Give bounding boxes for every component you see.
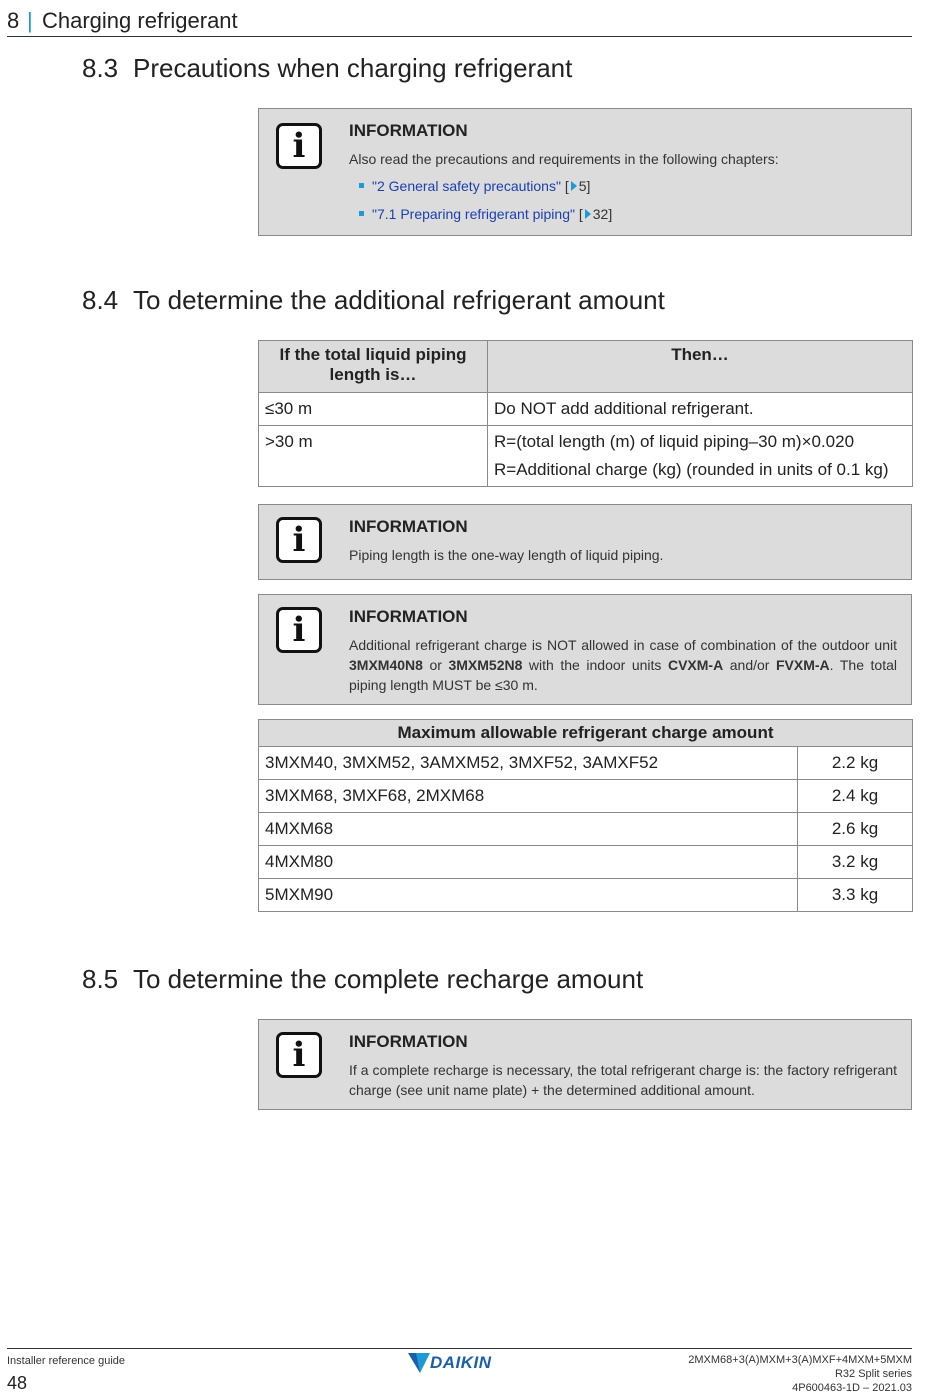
table-header-row (259, 341, 913, 393)
info-title: INFORMATION (349, 517, 468, 536)
info-box-piping-length (258, 504, 912, 580)
page-reference: 32 (592, 206, 609, 222)
page-reference: 5 (578, 178, 587, 194)
page-arrow-icon (571, 181, 577, 191)
info-text (349, 635, 897, 695)
section-heading-8-3 (82, 53, 572, 84)
table-cell-action (488, 426, 913, 487)
daikin-logo-icon (408, 1353, 430, 1373)
footer-series: R32 Split series (834, 1368, 912, 1380)
footer-doc-id: 4P600463-1D – 2021.03 (792, 1382, 912, 1394)
table-cell-models: 4MXM68 (259, 813, 798, 846)
table-cell-models: 5MXM90 (259, 879, 798, 912)
info-title: INFORMATION (349, 607, 468, 626)
section-heading-8-4 (82, 285, 665, 316)
section-title: To determine the additional refrigerant amount (133, 285, 665, 315)
action-line: Do NOT add additional refrigerant. (494, 399, 754, 418)
table-row (259, 426, 913, 487)
table-cell-charge: 3.3 kg (798, 879, 913, 912)
table-cell-charge: 2.4 kg (798, 780, 913, 813)
page-arrow-icon (585, 209, 591, 219)
section-number: 8.5 (82, 964, 119, 994)
section-title: To determine the complete recharge amount (133, 964, 644, 994)
info-text: Piping length is the one-way length of liquid piping. (349, 547, 664, 563)
table-header-row (259, 720, 913, 747)
text-run: . The total piping length MUST be ≤30 m. (349, 657, 897, 693)
chapter-number: 8 (7, 8, 20, 33)
text-run: Additional refrigerant charge is NOT allowed in case of combination of the outdoor unit (349, 637, 897, 653)
model-name: 3MXM52N8 (448, 657, 523, 673)
section-number: 8.4 (82, 285, 119, 315)
max-charge-table (258, 719, 913, 912)
table-cell-models: 3MXM40, 3MXM52, 3AMXM52, 3MXF52, 3AMXF52 (259, 747, 798, 780)
info-title: INFORMATION (349, 121, 468, 140)
additional-refrigerant-table (258, 340, 913, 487)
table-cell-action (488, 393, 913, 426)
daikin-logo (408, 1352, 518, 1374)
bullet-icon (359, 211, 364, 216)
table-header: Maximum allowable refrigerant charge amount (259, 720, 913, 747)
model-name: CVXM-A (667, 657, 724, 673)
info-title: INFORMATION (349, 1032, 468, 1051)
info-box-complete-recharge (258, 1019, 912, 1110)
table-cell-condition: >30 m (259, 426, 488, 487)
section-number: 8.3 (82, 53, 119, 83)
table-cell-models: 3MXM68, 3MXF68, 2MXM68 (259, 780, 798, 813)
text-run: with the indoor units (522, 657, 668, 673)
info-text: If a complete recharge is necessary, the total refrigerant charge is: the factory refrigerant charge (see unit name plate) + the determined additional amount. (349, 1062, 897, 1098)
table-row (259, 780, 913, 813)
page-number: 48 (7, 1373, 28, 1393)
action-line: R=(total length (m) of liquid piping–30 m)×0.020 (494, 432, 855, 451)
header-separator: | (27, 8, 33, 33)
footer-guide-title: Installer reference guide (7, 1355, 126, 1367)
info-box-charge-restriction (258, 594, 912, 705)
table-cell-condition: ≤30 m (259, 393, 488, 426)
model-name: 3MXM40N8 (349, 657, 423, 673)
text-run: or (422, 657, 449, 673)
table-row (259, 879, 913, 912)
bullet-icon (359, 183, 364, 188)
action-line: R=Additional charge (kg) (rounded in units of 0.1 kg) (494, 460, 889, 479)
page-header (7, 6, 912, 37)
chapter-link[interactable]: "2 General safety precautions" (372, 178, 561, 194)
text-run: and/or (723, 657, 776, 673)
table-cell-charge: 2.6 kg (798, 813, 913, 846)
chapter-title: Charging refrigerant (42, 8, 238, 33)
footer-divider (7, 1348, 912, 1349)
brand-name: DAIKIN (430, 1353, 492, 1372)
information-icon: i (276, 123, 322, 169)
section-heading-8-5 (82, 964, 643, 995)
link-item[interactable]: "2 General safety precautions" [ 5] (359, 178, 590, 194)
table-row (259, 813, 913, 846)
table-row (259, 846, 913, 879)
table-row (259, 393, 913, 426)
table-cell-models: 4MXM80 (259, 846, 798, 879)
column-header: Then… (488, 341, 913, 393)
table-cell-charge: 2.2 kg (798, 747, 913, 780)
information-icon: i (276, 517, 322, 563)
information-icon: i (276, 607, 322, 653)
chapter-link[interactable]: "7.1 Preparing refrigerant piping" (372, 206, 575, 222)
model-name: FVXM-A (776, 657, 830, 673)
table-cell-charge: 3.2 kg (798, 846, 913, 879)
info-box-precautions (258, 108, 912, 236)
information-icon: i (276, 1032, 322, 1078)
info-text: Also read the precautions and requirements in the following chapters: (349, 151, 779, 167)
table-row (259, 747, 913, 780)
link-item[interactable]: "7.1 Preparing refrigerant piping" [ 32] (359, 206, 612, 222)
column-header: If the total liquid piping length is… (259, 341, 488, 393)
footer-models: 2MXM68+3(A)MXM+3(A)MXF+4MXM+5MXM (688, 1354, 912, 1366)
section-title: Precautions when charging refrigerant (133, 53, 573, 83)
